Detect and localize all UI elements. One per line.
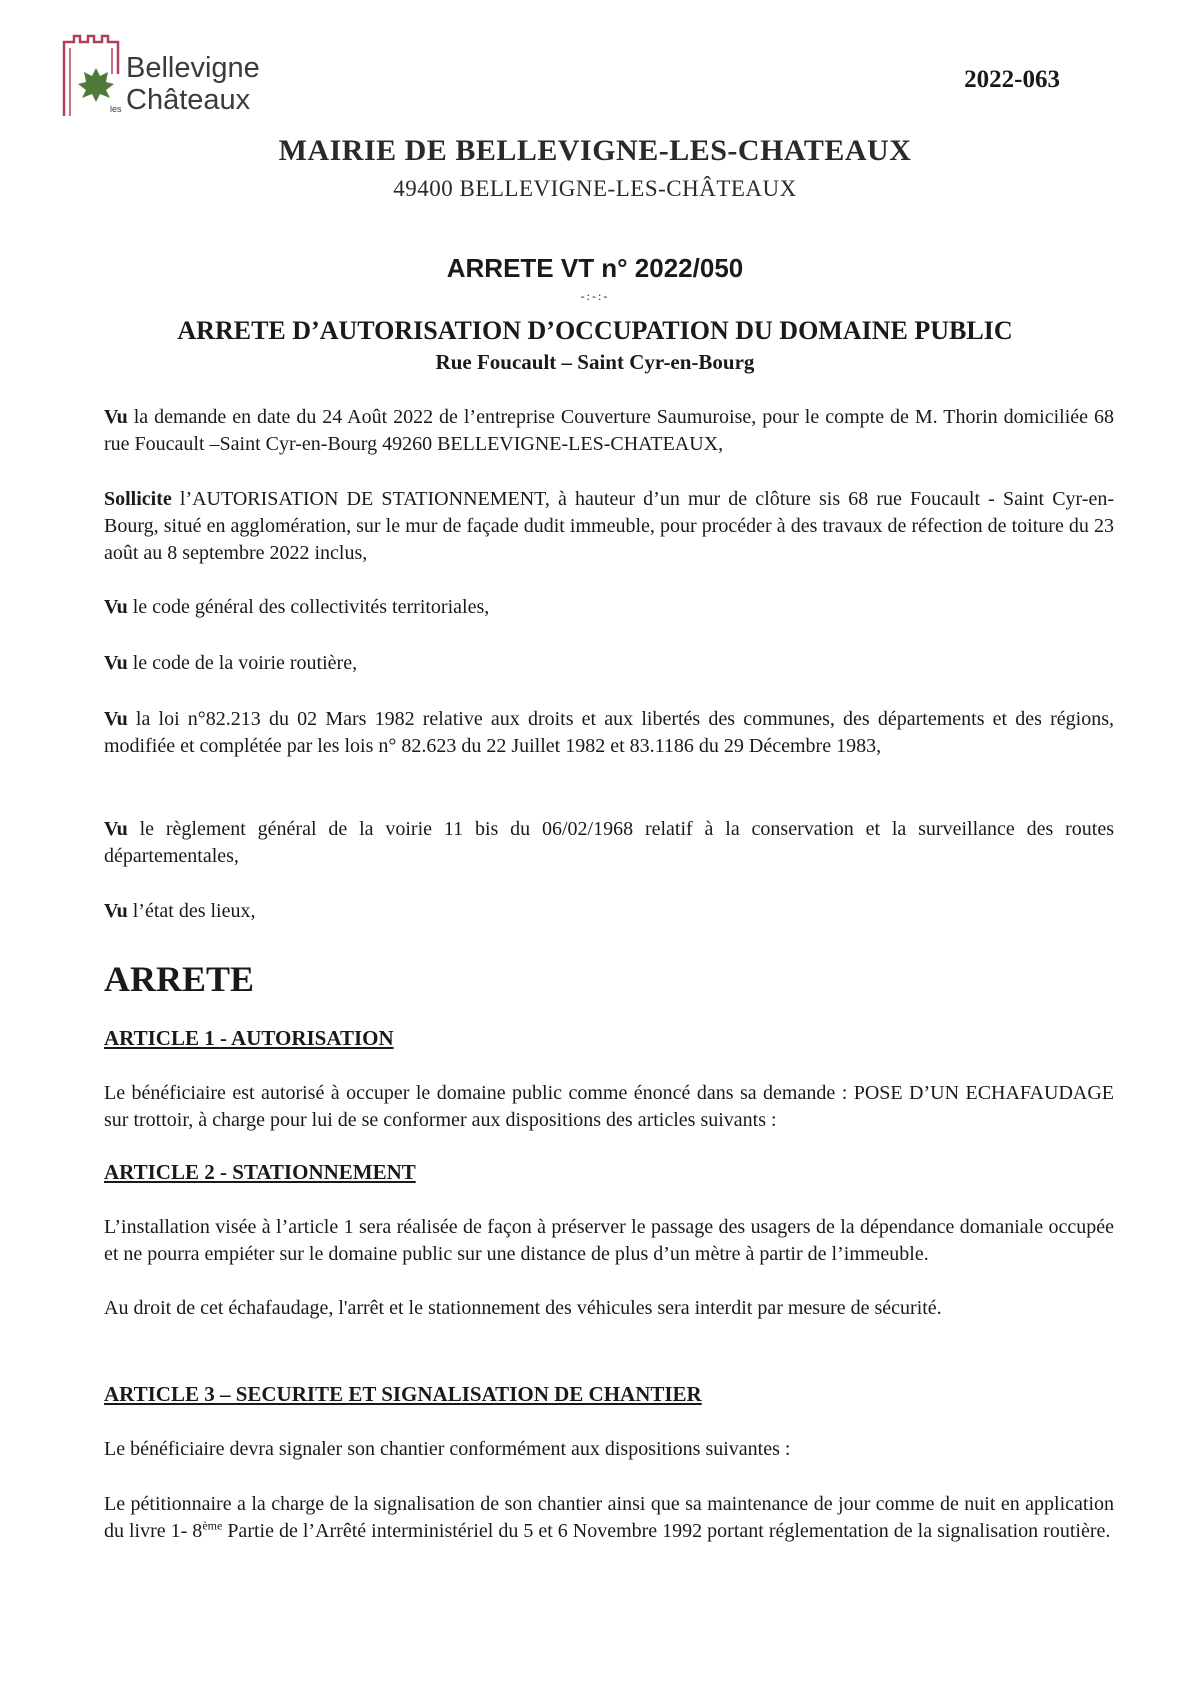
consideration-lead: Vu [104, 652, 128, 674]
logo-text-bellevigne: Bellevigne [126, 52, 260, 84]
logo-text-les: les [110, 104, 122, 114]
separator: -:-:- [580, 289, 610, 303]
article-2-body: L’installation visée à l’article 1 sera réalisée de façon à préserver le passage des usagers de la dépendance domaniale occupée et ne pourra empiéter sur le domaine public sur une distance de plus d’un mètre à partir de l’immeuble. [104, 1216, 1114, 1265]
article-3-superscript: ème [202, 1518, 223, 1533]
consideration-paragraph [104, 594, 1114, 621]
consideration-text: le code général des collectivités territoriales, [127, 596, 490, 618]
consideration-lead: Vu [104, 818, 128, 840]
consideration-text: le règlement général de la voirie 11 bis du 06/02/1968 relatif à la conservation et la surveillance des routes départementales, [104, 818, 1114, 867]
article-1-body: Le bénéficiaire est autorisé à occuper le domaine public comme énoncé dans sa demande : POSE D’UN ECHAFAUDAGE sur trottoir, à charge pour lui de se conformer aux dispositions des articles suivants : [104, 1082, 1114, 1131]
arrete-number: ARRETE VT n° 2022/050 [446, 253, 744, 283]
mairie-address: 49400 BELLEVIGNE-LES-CHÂTEAUX [393, 176, 797, 201]
article-3-title: ARTICLE 3 – SECURITE ET SIGNALISATION DE CHANTIER [104, 1382, 702, 1406]
document-subtitle: Rue Foucault – Saint Cyr-en-Bourg [435, 350, 755, 374]
bellevigne-logo [62, 34, 302, 118]
mairie-heading: MAIRIE DE BELLEVIGNE-LES-CHATEAUX [278, 134, 912, 167]
document-title: ARRETE D’AUTORISATION D’OCCUPATION DU DOMAINE PUBLIC [177, 316, 1013, 345]
consideration-text: l’AUTORISATION DE STATIONNEMENT, à hauteur d’un mur de clôture sis 68 rue Foucault - Saint Cyr-en-Bourg, situé en agglomération, sur le mur de façade dudit immeuble, pour procéder à des travaux de réfection de toiture du 23 août au 8 septembre 2022 inclus, [104, 488, 1114, 564]
consideration-paragraph [104, 404, 1114, 458]
consideration-lead: Vu [104, 406, 128, 428]
arrete-heading: ARRETE [104, 959, 255, 999]
article-3-body-2 [104, 1491, 1114, 1545]
consideration-text: l’état des lieux, [127, 900, 256, 922]
article-3-body-2-part-a: Le pétitionnaire a la charge de la signalisation de son chantier ainsi que sa maintenance de jour comme de nuit en application du livre 1- 8 [104, 1493, 1114, 1542]
vine-leaf-icon [76, 64, 116, 104]
article-2-title: ARTICLE 2 - STATIONNEMENT [104, 1160, 416, 1184]
logo-text-chateaux: Châteaux [126, 84, 251, 116]
consideration-text: le code de la voirie routière, [127, 652, 358, 674]
consideration-paragraph [104, 650, 1114, 677]
consideration-lead: Vu [104, 596, 128, 618]
article-3-body-2-part-b: Partie de l’Arrêté interministériel du 5 et 6 Novembre 1992 portant réglementation de la signalisation routière. [222, 1520, 1111, 1542]
consideration-lead: Sollicite [104, 488, 172, 510]
consideration-paragraph [104, 898, 1114, 925]
article-3-body: Le bénéficiaire devra signaler son chantier conformément aux dispositions suivantes : [104, 1438, 791, 1460]
consideration-text: la loi n°82.213 du 02 Mars 1982 relative aux droits et aux libertés des communes, des départements et des régions, modifiée et complétée par les lois n° 82.623 du 22 Juillet 1982 et 83.1186 du 29 Décembre 1983, [104, 708, 1114, 757]
consideration-lead: Vu [104, 708, 128, 730]
article-2-body-2: Au droit de cet échafaudage, l'arrêt et le stationnement des véhicules sera interdit par mesure de sécurité. [104, 1297, 942, 1319]
consideration-lead: Vu [104, 900, 128, 922]
consideration-paragraph [104, 816, 1114, 870]
article-1-title: ARTICLE 1 - AUTORISATION [104, 1026, 394, 1050]
consideration-paragraph [104, 706, 1114, 760]
consideration-text: la demande en date du 24 Août 2022 de l’entreprise Couverture Saumuroise, pour le compte de M. Thorin domiciliée 68 rue Foucault –Saint Cyr-en-Bourg 49260 BELLEVIGNE-LES-CHATEAUX, [104, 406, 1114, 455]
document-number: 2022-063 [964, 66, 1060, 93]
consideration-paragraph [104, 486, 1114, 567]
